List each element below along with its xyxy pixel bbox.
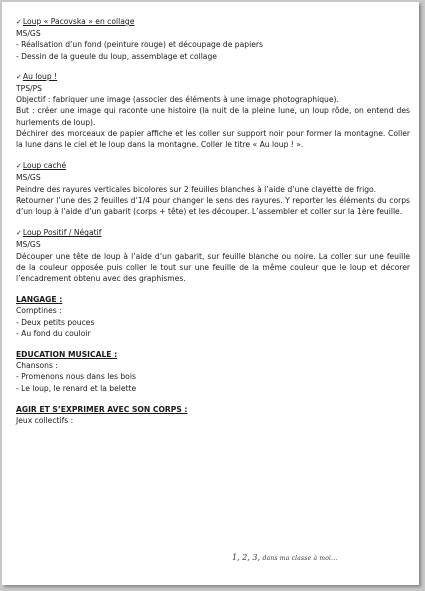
- document-body: [16, 16, 410, 436]
- section-level: MS/GS: [16, 173, 41, 183]
- section-line: Retourner l’une des 2 feuilles d’1/4 pour changer le sens des rayures. Y reporter les éléments du corps d’un loup à l’aide d’un gabarit (corps + tête) et les découper. L’assembler et coller sur la 1ère feuille.: [16, 195, 410, 217]
- section-agir-corps: [16, 404, 410, 426]
- section-line: Découper une tête de loup à l’aide d’un gabarit, sur feuille blanche ou noire. La coller sur une feuille de la couleur opposée puis coller le tout sur une feuille de la même couleur que le loup et décorer l’encadrement obtenu avec des graphismes.: [16, 251, 410, 284]
- section-level: TPS/PS: [16, 84, 42, 94]
- section-title-text: Loup « Pacovska » en collage: [22, 17, 135, 26]
- section-title: [16, 227, 410, 239]
- section-line: But : créer une image qui raconte une histoire (la nuit de la pleine lune, un loup rôde, on entend des hurlements de loup).: [16, 106, 410, 127]
- footer-signature: [232, 553, 337, 562]
- section-heading: AGIR ET S’EXPRIMER AVEC SON CORPS :: [16, 404, 188, 414]
- section-level: MS/GS: [16, 240, 41, 250]
- section-title-text: Au loup !: [22, 71, 58, 81]
- check-icon: ✓: [16, 18, 22, 26]
- footer-numbers: 1, 2, 3,: [232, 553, 260, 562]
- section-title-text: Loup Positif / Négatif: [22, 228, 102, 238]
- check-icon: ✓: [16, 162, 22, 171]
- section-title: [16, 160, 410, 172]
- section-line: Objectif : fabriquer une image (associer des éléments à une image photographique).: [16, 95, 339, 105]
- section-education-musicale: [16, 349, 410, 394]
- footer-text: dans ma classe à moi...: [262, 555, 338, 562]
- list-item: - Deux petits pouces: [16, 317, 95, 327]
- section-line: - Réalisation d’un fond (peinture rouge) et découpage de papiers: [16, 40, 263, 50]
- section-heading: EDUCATION MUSICALE :: [16, 350, 118, 360]
- section-line: - Dessin de la gueule du loup, assemblage et collage: [16, 51, 217, 61]
- section-langage: [16, 294, 410, 339]
- check-icon: ✓: [16, 229, 22, 238]
- section-loup-pacovska: [16, 16, 410, 62]
- section-subheading: Jeux collectifs :: [16, 416, 74, 426]
- section-subheading: Chansons :: [16, 361, 58, 371]
- section-heading: LANGAGE :: [16, 295, 63, 305]
- section-line: Peindre des rayures verticales bicolores sur 2 feuilles blanches à l’aide d’une clayette de frigo.: [16, 184, 376, 194]
- check-icon: ✓: [16, 72, 22, 81]
- section-loup-cache: [16, 160, 410, 217]
- section-au-loup: [16, 71, 410, 150]
- section-loup-positif-negatif: [16, 227, 410, 284]
- list-item: - Le loup, le renard et la belette: [16, 383, 137, 393]
- section-title-text: Loup caché: [22, 161, 67, 171]
- list-item: - Promenons nous dans les bois: [16, 372, 136, 382]
- section-title: [16, 16, 410, 28]
- section-title: [16, 71, 410, 83]
- section-line: Déchirer des morceaux de papier affiche et les coller sur support noir pour former la montagne. Coller la lune dans le ciel et le loup dans la montagne. Coller le titre « Au loup ! ».: [16, 128, 410, 150]
- list-item: - Au fond du couloir: [16, 328, 91, 338]
- section-subheading: Comptines :: [16, 306, 62, 316]
- section-level: MS/GS: [16, 29, 41, 39]
- document-page: [2, 2, 419, 585]
